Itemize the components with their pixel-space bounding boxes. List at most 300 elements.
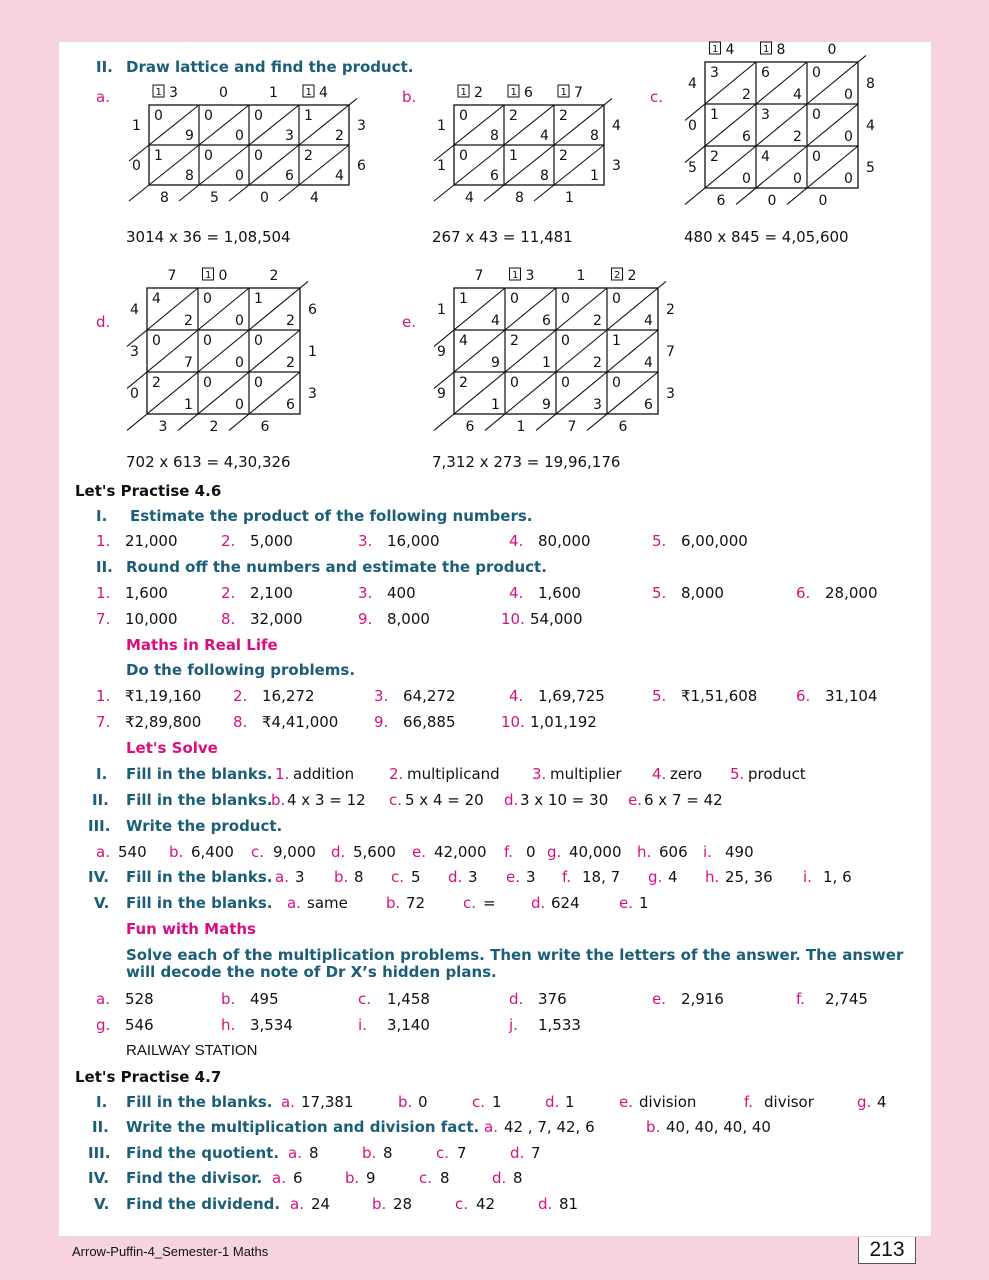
instruction: will decode the note of Dr X’s hidden plans.	[126, 963, 497, 981]
multiplicand-digit: 2	[269, 268, 279, 284]
cell-tens-digit: 0	[254, 375, 263, 391]
cell-tens-digit: 0	[612, 375, 621, 391]
multiplier-digit: 5	[866, 160, 875, 176]
item-label: g.	[857, 1093, 872, 1111]
book-title: Arrow-Puffin-4_Semester-1 Maths	[72, 1244, 269, 1259]
item-answer: 8	[513, 1169, 523, 1187]
item-label: 4.	[509, 532, 524, 550]
item-answer: 31,104	[825, 687, 878, 705]
cell-tens-digit: 0	[812, 149, 821, 165]
multiplicand-digit: 7	[574, 85, 583, 101]
result-digit-left: 4	[688, 76, 697, 92]
q-number: II.	[92, 791, 109, 809]
cell-ones-digit: 8	[590, 128, 599, 144]
item-answer: 9	[366, 1169, 376, 1187]
lattice-result-b: 267 x 43 = 11,481	[432, 228, 573, 246]
carry-digit: 1	[460, 87, 467, 98]
item-label: d.	[331, 843, 346, 861]
cell-ones-digit: 3	[285, 128, 294, 144]
item-answer: 8	[383, 1144, 393, 1162]
carry-digit: 1	[510, 87, 517, 98]
item-answer: 8	[309, 1144, 319, 1162]
cell-tens-digit: 3	[710, 65, 719, 81]
item-label: 4.	[509, 687, 524, 705]
result-digit-left: 0	[130, 386, 139, 402]
item-answer: 1,600	[125, 584, 168, 602]
multiplicand-digit: 6	[524, 85, 533, 101]
item-label: c.	[436, 1144, 450, 1162]
cell-ones-digit: 0	[742, 171, 751, 187]
item-label: 2.	[221, 532, 236, 550]
page-number: 213	[858, 1237, 916, 1264]
item-label: e.	[412, 843, 426, 861]
multiplicand-digit: 4	[725, 42, 735, 58]
item-label: j.	[509, 1016, 518, 1034]
q-number: IV.	[88, 868, 109, 886]
item-label: a.	[281, 1093, 295, 1111]
item-answer: 64,272	[403, 687, 456, 705]
item-label: b.	[334, 868, 349, 886]
item-label: 5.	[730, 765, 745, 783]
lattice-label-c: c.	[650, 88, 664, 106]
item-label: 8.	[221, 610, 236, 628]
multiplier-digit: 3	[308, 386, 317, 402]
result-digit-bottom: 0	[767, 193, 777, 209]
multiplier-digit: 6	[357, 158, 366, 174]
item-answer: 42	[476, 1195, 496, 1213]
item-answer: multiplier	[550, 765, 622, 783]
item-label: 1.	[96, 584, 111, 602]
multiplier-digit: 1	[308, 344, 317, 360]
item-label: 5.	[652, 532, 667, 550]
multiplier-digit: 7	[666, 344, 675, 360]
cell-ones-digit: 9	[491, 355, 500, 371]
cell-ones-digit: 0	[235, 128, 244, 144]
item-answer: 4	[877, 1093, 887, 1111]
multiplier-digit: 8	[866, 76, 875, 92]
cell-tens-digit: 2	[509, 108, 518, 124]
item-label: c.	[455, 1195, 469, 1213]
item-label: 6.	[796, 584, 811, 602]
cell-tens-digit: 1	[304, 108, 313, 124]
item-label: 1.	[275, 765, 290, 783]
item-label: 9.	[374, 713, 389, 731]
item-label: a.	[96, 990, 110, 1008]
item-label: g.	[96, 1016, 111, 1034]
cell-ones-digit: 6	[742, 129, 751, 145]
multiplicand-digit: 3	[169, 85, 178, 101]
q-number: III.	[88, 817, 111, 835]
item-answer: 72	[406, 894, 426, 912]
cell-ones-digit: 2	[742, 87, 751, 103]
cell-ones-digit: 0	[235, 355, 244, 371]
cell-ones-digit: 0	[235, 313, 244, 329]
q-number: I.	[96, 507, 108, 525]
item-answer: 8	[440, 1169, 450, 1187]
q-number: IV.	[88, 1169, 109, 1187]
cell-ones-digit: 4	[491, 313, 500, 329]
item-label: i.	[358, 1016, 367, 1034]
lattice-result-a: 3014 x 36 = 1,08,504	[126, 228, 291, 246]
item-answer: addition	[293, 765, 355, 783]
result-digit-left: 5	[688, 160, 697, 176]
item-answer: 40,000	[569, 843, 622, 861]
item-answer: 28,000	[825, 584, 878, 602]
result-digit-left: 4	[130, 302, 139, 318]
item-answer: 4	[668, 868, 678, 886]
item-answer: ₹1,19,160	[125, 687, 202, 705]
cell-ones-digit: 2	[184, 313, 193, 329]
item-label: 2.	[221, 584, 236, 602]
item-label: a.	[484, 1118, 498, 1136]
cell-ones-digit: 2	[286, 355, 295, 371]
cell-ones-digit: 9	[542, 397, 551, 413]
result-digit-bottom: 1	[565, 190, 574, 206]
item-answer: 1	[639, 894, 649, 912]
item-label: b.	[221, 990, 236, 1008]
cell-tens-digit: 1	[459, 291, 468, 307]
item-answer: 24	[311, 1195, 331, 1213]
item-answer: 5,600	[353, 843, 396, 861]
item-label: b.	[646, 1118, 661, 1136]
item-answer: 66,885	[403, 713, 456, 731]
item-label: b.	[345, 1169, 360, 1187]
item-label: d.	[538, 1195, 553, 1213]
item-answer: 376	[538, 990, 567, 1008]
item-answer: multiplicand	[407, 765, 500, 783]
item-answer: 1	[492, 1093, 502, 1111]
item-answer: 540	[118, 843, 147, 861]
cell-tens-digit: 4	[761, 149, 770, 165]
result-digit-left: 0	[132, 158, 141, 174]
item-answer: 2,100	[250, 584, 293, 602]
result-digit-bottom: 7	[567, 419, 577, 435]
q-heading: Estimate the product of the following numbers.	[130, 507, 533, 525]
cell-ones-digit: 0	[235, 168, 244, 184]
q-number: III.	[88, 1144, 111, 1162]
item-answer: 3 x 10 = 30	[520, 791, 609, 809]
cell-ones-digit: 2	[593, 313, 602, 329]
item-answer: 25, 36	[725, 868, 773, 886]
cell-tens-digit: 0	[154, 108, 163, 124]
multiplicand-digit: 3	[525, 268, 535, 284]
item-label: d.	[492, 1169, 507, 1187]
lattice-label-e: e.	[402, 313, 416, 331]
item-label: b.	[271, 791, 286, 809]
item-answer: same	[307, 894, 348, 912]
cell-tens-digit: 0	[203, 333, 212, 349]
item-label: 2.	[233, 687, 248, 705]
multiplier-digit: 2	[666, 302, 675, 318]
instruction: Solve each of the multiplication problems. Then write the letters of the answer. The answer	[126, 946, 904, 964]
item-answer: 1, 6	[823, 868, 852, 886]
lattice-label-b: b.	[402, 88, 417, 106]
item-label: g.	[648, 868, 663, 886]
cell-ones-digit: 2	[335, 128, 344, 144]
item-label: 1.	[96, 687, 111, 705]
cell-tens-digit: 0	[204, 108, 213, 124]
cell-tens-digit: 0	[152, 333, 161, 349]
item-answer: 400	[387, 584, 416, 602]
item-answer: 54,000	[530, 610, 583, 628]
item-answer: 2,916	[681, 990, 724, 1008]
item-answer: 18, 7	[582, 868, 621, 886]
practise-4-7-title: Let's Practise 4.7	[75, 1068, 222, 1086]
item-answer: 7	[457, 1144, 467, 1162]
item-label: 7.	[96, 610, 111, 628]
cell-tens-digit: 0	[254, 333, 263, 349]
result-digit-bottom: 2	[209, 419, 219, 435]
item-answer: 17,381	[301, 1093, 354, 1111]
item-answer: 9,000	[273, 843, 316, 861]
item-answer: 6 x 7 = 42	[644, 791, 723, 809]
cell-ones-digit: 0	[844, 129, 853, 145]
cell-ones-digit: 4	[644, 355, 653, 371]
item-answer: ₹4,41,000	[262, 713, 339, 731]
cell-ones-digit: 8	[185, 168, 194, 184]
item-label: d.	[545, 1093, 560, 1111]
item-answer: 3,140	[387, 1016, 430, 1034]
item-answer: 624	[551, 894, 580, 912]
item-answer: 6,00,000	[681, 532, 748, 550]
item-label: 8.	[233, 713, 248, 731]
result-digit-bottom: 1	[516, 419, 526, 435]
cell-tens-digit: 0	[812, 65, 821, 81]
item-label: c.	[251, 843, 265, 861]
multiplier-digit: 4	[866, 118, 875, 134]
multiplicand-digit: 0	[827, 42, 837, 58]
multiplier-digit: 6	[308, 302, 317, 318]
cell-ones-digit: 1	[491, 397, 500, 413]
result-digit-left: 3	[130, 344, 139, 360]
q-heading: Fill in the blanks.	[126, 868, 273, 886]
item-label: d.	[531, 894, 546, 912]
item-answer: ₹2,89,800	[125, 713, 202, 731]
item-answer: 606	[659, 843, 688, 861]
cell-tens-digit: 0	[510, 375, 519, 391]
cell-tens-digit: 0	[254, 148, 263, 164]
cell-tens-digit: 0	[459, 148, 468, 164]
result-digit-left: 1	[437, 302, 446, 318]
cell-ones-digit: 2	[793, 129, 802, 145]
item-answer: 1,69,725	[538, 687, 605, 705]
item-answer: 7	[531, 1144, 541, 1162]
item-label: d.	[510, 1144, 525, 1162]
cell-ones-digit: 1	[184, 397, 193, 413]
item-answer: zero	[670, 765, 703, 783]
item-answer: 3	[468, 868, 478, 886]
lattice-label-d: d.	[96, 313, 111, 331]
item-answer: 5,000	[250, 532, 293, 550]
item-label: 4.	[652, 765, 667, 783]
cell-ones-digit: 4	[644, 313, 653, 329]
item-label: c.	[391, 868, 405, 886]
item-answer: 546	[125, 1016, 154, 1034]
result-digit-bottom: 5	[210, 190, 219, 206]
item-answer: 1,01,192	[530, 713, 597, 731]
item-answer: 6	[293, 1169, 303, 1187]
item-label: i.	[703, 843, 712, 861]
cell-tens-digit: 0	[612, 291, 621, 307]
item-label: b.	[398, 1093, 413, 1111]
item-label: h.	[705, 868, 720, 886]
cell-tens-digit: 0	[204, 148, 213, 164]
q-heading: Write the multiplication and division fact.	[126, 1118, 480, 1136]
result-digit-left: 9	[437, 344, 446, 360]
cell-ones-digit: 6	[490, 168, 499, 184]
item-label: c.	[389, 791, 403, 809]
cell-tens-digit: 0	[561, 333, 570, 349]
cell-tens-digit: 1	[710, 107, 719, 123]
multiplicand-digit: 2	[627, 268, 637, 284]
multiplier-digit: 3	[612, 158, 621, 174]
multiplicand-digit: 2	[474, 85, 483, 101]
item-answer: 4 x 3 = 12	[287, 791, 366, 809]
item-answer: 8	[354, 868, 364, 886]
result-digit-left: 1	[437, 118, 446, 134]
cell-ones-digit: 0	[844, 171, 853, 187]
multiplicand-digit: 0	[219, 85, 228, 101]
cell-tens-digit: 1	[254, 291, 263, 307]
cell-ones-digit: 8	[540, 168, 549, 184]
item-answer: 42,000	[434, 843, 487, 861]
cell-tens-digit: 2	[559, 148, 568, 164]
q-heading: Fill in the blanks.	[126, 894, 273, 912]
item-answer: 3	[526, 868, 536, 886]
cell-ones-digit: 6	[542, 313, 551, 329]
item-answer: 490	[725, 843, 754, 861]
item-label: 5.	[652, 584, 667, 602]
result-digit-left: 9	[437, 386, 446, 402]
cell-tens-digit: 0	[561, 375, 570, 391]
item-label: c.	[358, 990, 372, 1008]
item-label: 3.	[374, 687, 389, 705]
carry-digit: 2	[614, 270, 621, 281]
cell-ones-digit: 3	[593, 397, 602, 413]
item-label: 5.	[652, 687, 667, 705]
carry-digit: 1	[712, 44, 719, 55]
cell-ones-digit: 4	[335, 168, 344, 184]
instruction: Do the following problems.	[126, 661, 356, 679]
result-digit-bottom: 8	[515, 190, 524, 206]
item-label: d.	[448, 868, 463, 886]
carry-digit: 1	[763, 44, 770, 55]
item-label: d.	[509, 990, 524, 1008]
practise-4-6-title: Let's Practise 4.6	[75, 482, 222, 500]
cell-tens-digit: 2	[510, 333, 519, 349]
cell-tens-digit: 2	[152, 375, 161, 391]
item-answer: 8,000	[681, 584, 724, 602]
cell-tens-digit: 0	[510, 291, 519, 307]
multiplier-digit: 3	[357, 118, 366, 134]
result-digit-bottom: 6	[260, 419, 270, 435]
cell-tens-digit: 0	[561, 291, 570, 307]
lattice-result-e: 7,312 x 273 = 19,96,176	[432, 453, 621, 471]
item-label: e.	[652, 990, 666, 1008]
item-answer: 80,000	[538, 532, 591, 550]
cell-ones-digit: 6	[285, 168, 294, 184]
q-heading: Find the dividend.	[126, 1195, 281, 1213]
item-label: 9.	[358, 610, 373, 628]
item-label: d.	[504, 791, 519, 809]
item-label: 3.	[532, 765, 547, 783]
cell-ones-digit: 0	[844, 87, 853, 103]
item-answer: 28	[393, 1195, 413, 1213]
item-label: 10.	[501, 713, 525, 731]
result-digit-bottom: 6	[465, 419, 475, 435]
item-label: e.	[619, 1093, 633, 1111]
item-answer: 21,000	[125, 532, 178, 550]
section-number: II.	[96, 58, 113, 76]
multiplicand-digit: 7	[474, 268, 484, 284]
subsection-title: Let's Solve	[126, 739, 218, 757]
lattice-result-c: 480 x 845 = 4,05,600	[684, 228, 849, 246]
item-answer: 16,000	[387, 532, 440, 550]
item-label: a.	[287, 894, 301, 912]
cell-ones-digit: 1	[590, 168, 599, 184]
item-label: c.	[419, 1169, 433, 1187]
multiplicand-digit: 1	[269, 85, 278, 101]
item-answer: ₹1,51,608	[681, 687, 758, 705]
multiplier-digit: 4	[612, 118, 621, 134]
item-label: f.	[744, 1093, 753, 1111]
cell-tens-digit: 0	[254, 108, 263, 124]
item-answer: 8,000	[387, 610, 430, 628]
decoded-answer: RAILWAY STATION	[126, 1042, 258, 1059]
item-label: a.	[290, 1195, 304, 1213]
item-answer: 6,400	[191, 843, 234, 861]
multiplicand-digit: 0	[218, 268, 228, 284]
multiplicand-digit: 4	[319, 85, 328, 101]
item-label: h.	[221, 1016, 236, 1034]
q-heading: Fill in the blanks.	[126, 1093, 273, 1111]
item-answer: 5	[411, 868, 421, 886]
item-answer: 81	[559, 1195, 579, 1213]
cell-tens-digit: 2	[710, 149, 719, 165]
item-answer: 42 , 7, 42, 6	[504, 1118, 595, 1136]
lattice-label-a: a.	[96, 88, 110, 106]
q-number: I.	[96, 765, 108, 783]
item-answer: 1,458	[387, 990, 430, 1008]
item-label: a.	[272, 1169, 286, 1187]
item-answer: product	[748, 765, 806, 783]
q-heading: Write the product.	[126, 817, 283, 835]
item-label: b.	[386, 894, 401, 912]
item-answer: divisor	[764, 1093, 814, 1111]
q-number: II.	[96, 558, 113, 576]
multiplier-digit: 3	[666, 386, 675, 402]
section-heading: Draw lattice and find the product.	[126, 58, 414, 76]
item-label: e.	[619, 894, 633, 912]
cell-tens-digit: 2	[459, 375, 468, 391]
q-heading: Find the quotient.	[126, 1144, 280, 1162]
cell-ones-digit: 6	[644, 397, 653, 413]
item-answer: 3,534	[250, 1016, 293, 1034]
result-digit-bottom: 6	[716, 193, 726, 209]
item-label: 2.	[389, 765, 404, 783]
cell-ones-digit: 7	[184, 355, 193, 371]
result-digit-bottom: 6	[618, 419, 628, 435]
item-label: h.	[637, 843, 652, 861]
item-label: f.	[562, 868, 571, 886]
carry-digit: 1	[512, 270, 519, 281]
cell-ones-digit: 9	[185, 128, 194, 144]
result-digit-bottom: 0	[818, 193, 828, 209]
cell-tens-digit: 4	[152, 291, 161, 307]
result-digit-bottom: 8	[160, 190, 169, 206]
cell-tens-digit: 1	[154, 148, 163, 164]
result-digit-bottom: 0	[260, 190, 269, 206]
